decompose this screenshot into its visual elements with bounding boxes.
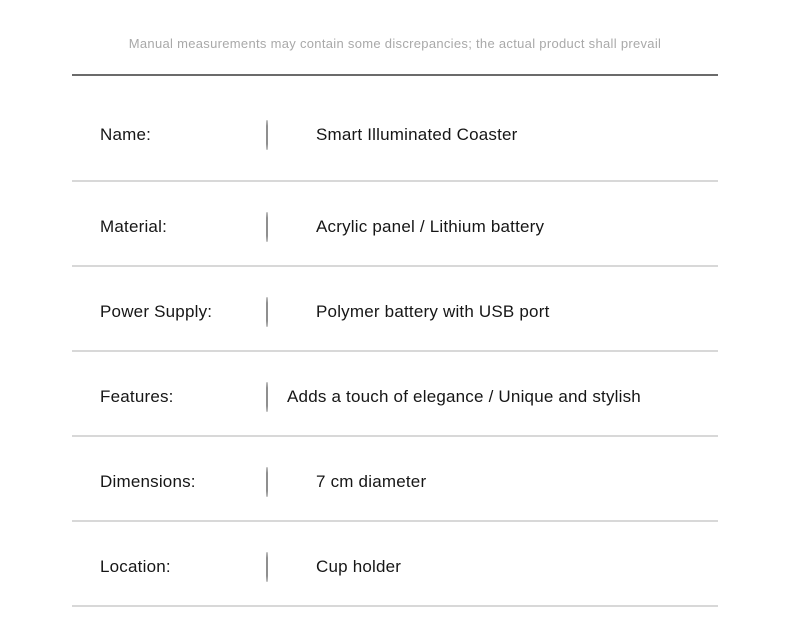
spec-label: Features: xyxy=(100,386,174,406)
spec-row-power-supply xyxy=(72,267,718,352)
spec-value: Polymer battery with USB port xyxy=(316,301,550,321)
disclaimer-note: Manual measurements may contain some discrepancies; the actual product shall prevail xyxy=(128,36,662,51)
spec-value: Adds a touch of elegance / Unique and stylish xyxy=(287,386,641,406)
spec-value: Cup holder xyxy=(316,556,402,576)
spec-row-material xyxy=(72,182,718,267)
spec-label: Power Supply: xyxy=(100,301,213,321)
spec-label: Name: xyxy=(100,125,152,144)
spec-value: Smart Illuminated Coaster xyxy=(316,125,518,144)
spec-row-name xyxy=(72,76,718,182)
spec-row-location xyxy=(72,522,718,607)
spec-label: Dimensions: xyxy=(100,471,196,491)
spec-value: 7 cm diameter xyxy=(316,471,427,491)
spec-value: Acrylic panel / Lithium battery xyxy=(316,216,545,236)
spec-table xyxy=(72,74,718,607)
spec-label: Location: xyxy=(100,556,171,576)
spec-row-features xyxy=(72,352,718,437)
spec-row-dimensions xyxy=(72,437,718,522)
spec-label: Material: xyxy=(100,216,167,236)
